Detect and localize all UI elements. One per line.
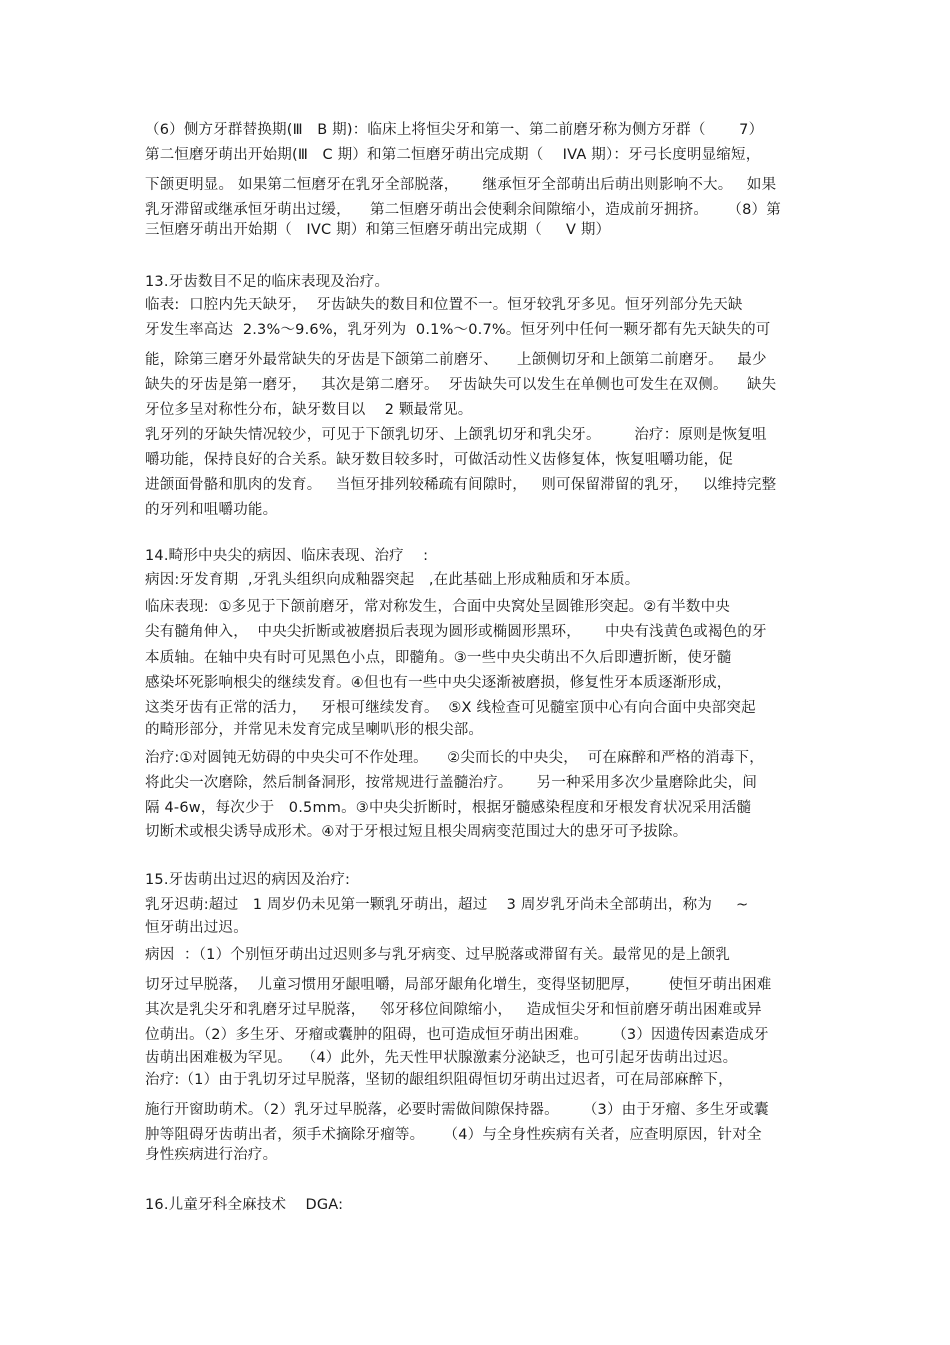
text-line: 感染坏死影响根尖的继续发育。④但也有一些中央尖逐渐被磨损，修复性牙本质逐渐形成，: [145, 675, 732, 691]
text-line: 三恒磨牙萌出开始期（ IVC 期）和第三恒磨牙萌出完成期（ V 期）: [145, 222, 611, 238]
text-line: 将此尖一次磨除，然后制备洞形，按常规进行盖髓治疗。 另一种采用多次少量磨除此尖，间: [145, 775, 758, 791]
section-heading-16: 16.儿童牙科全麻技术 DGA:: [145, 1197, 344, 1213]
text-line: 牙发生率高达 2.3%～9.6%，乳牙列为 0.1%～0.7%。恒牙列中任何一颗牙都有先天缺失的可: [145, 322, 771, 338]
text-line: 乳牙迟萌:超过 1 周岁仍未见第一颗乳牙萌出，超过 3 周岁乳牙尚未全部萌出，称为 ~: [145, 897, 749, 913]
text-line: 下颌更明显。 如果第二恒磨牙在乳牙全部脱落， 继承恒牙全部萌出后萌出则影响不大。 如果: [145, 177, 777, 193]
section-heading-14: 14.畸形中央尖的病因、临床表现、治疗 :: [145, 548, 429, 564]
text-line: 其次是乳尖牙和乳磨牙过早脱落， 邻牙移位间隙缩小， 造成恒尖牙和恒前磨牙萌出困难或异: [145, 1002, 762, 1018]
text-line: 肿等阻碍牙齿萌出者，须手术摘除牙瘤等。 （4）与全身性疾病有关者，应查明原因，针对全: [145, 1127, 762, 1143]
section-heading-15: 15.牙齿萌出过迟的病因及治疗:: [145, 872, 351, 888]
text-line: 乳牙滞留或继承恒牙萌出过缓， 第二恒磨牙萌出会使剩余间隙缩小，造成前牙拥挤。 （8）第: [145, 202, 781, 218]
text-line: 切断术或根尖诱导成形术。④对于牙根过短且根尖周病变范围过大的患牙可予拔除。: [145, 824, 688, 840]
text-line: 隔 4-6w，每次少于 0.5mm。③中央尖折断时，根据牙髓感染程度和牙根发育状况采用活髓: [145, 800, 752, 816]
text-line: 的牙列和咀嚼功能。: [145, 502, 278, 518]
text-line: 的畸形部分，并常见未发育完成呈喇叭形的根尖部。: [145, 722, 484, 738]
text-line: 尖有髓角伸入， 中央尖折断或被磨损后表现为圆形或椭圆形黑环， 中央有浅黄色或褐色的牙: [145, 624, 767, 640]
text-line: 治疗:①对圆钝无妨碍的中央尖可不作处理。 ②尖而长的中央尖， 可在麻醉和严格的消毒下，: [145, 750, 764, 766]
text-line: 身性疾病进行治疗。: [145, 1147, 278, 1163]
text-line: 临表: 口腔内先天缺牙， 牙齿缺失的数目和位置不一。恒牙较乳牙多见。恒牙列部分先天缺: [145, 297, 743, 313]
text-line: 病因 ：（1）个别恒牙萌出过迟则多与乳牙病变、过早脱落或滞留有关。最常见的是上颌乳: [145, 947, 731, 963]
text-line: 本质轴。在轴中央有时可见黑色小点，即髓角。③一些中央尖萌出不久后即遭折断，使牙髓: [145, 650, 732, 666]
text-line: 进颌面骨骼和肌肉的发育。 当恒牙排列较稀疏有间隙时， 则可保留滞留的乳牙， 以维持完整: [145, 477, 777, 493]
text-line: 位萌出。（2）多生牙、牙瘤或囊肿的阻碍，也可造成恒牙萌出困难。 （3）因遗传因素造成牙: [145, 1027, 769, 1043]
text-line: 切牙过早脱落， 儿童习惯用牙龈咀嚼，局部牙龈角化增生，变得坚韧肥厚， 使恒牙萌出困难: [145, 977, 772, 993]
text-line: 嚼功能，保持良好的合关系。缺牙数目较多时，可做活动性义齿修复体，恢复咀嚼功能，促: [145, 452, 733, 468]
text-line: 临床表现: ①多见于下颌前磨牙，常对称发生，合面中央窝处呈圆锥形突起。②有半数中央: [145, 599, 730, 615]
text-line: 缺失的牙齿是第一磨牙， 其次是第二磨牙。 牙齿缺失可以发生在单侧也可发生在双侧。 缺失: [145, 377, 777, 393]
text-line: 病因:牙发育期 ,牙乳头组织向成釉器突起 ,在此基础上形成釉质和牙本质。: [145, 572, 640, 588]
text-line: 牙位多呈对称性分布，缺牙数目以 2 颗最常见。: [145, 402, 473, 418]
text-line: （6）侧方牙群替换期(Ⅲ B 期)：临床上将恒尖牙和第一、第二前磨牙称为侧方牙群（ 7）: [145, 122, 764, 138]
text-line: 恒牙萌出过迟。: [145, 920, 248, 936]
text-line: 齿萌出困难极为罕见。 （4）此外，先天性甲状腺激素分泌缺乏，也可引起牙齿萌出过迟。: [145, 1050, 738, 1066]
text-line: 第二恒磨牙萌出开始期(Ⅲ C 期）和第二恒磨牙萌出完成期（ IVA 期）：牙弓长度明显缩短，: [145, 147, 761, 163]
text-line: 施行开窗助萌术。（2）乳牙过早脱落，必要时需做间隙保持器。 （3）由于牙瘤、多生牙或囊: [145, 1102, 769, 1118]
text-line: 这类牙齿有正常的活力， 牙根可继续发育。 ⑤X 线检查可见髓室顶中心有向合面中央部突起: [145, 700, 756, 716]
text-line: 能，除第三磨牙外最常缺失的牙齿是下颌第二前磨牙、 上颌侧切牙和上颌第二前磨牙。 最少: [145, 352, 767, 368]
text-line: 乳牙列的牙缺失情况较少，可见于下颌乳切牙、上颌乳切牙和乳尖牙。 治疗：原则是恢复咀: [145, 427, 767, 443]
text-line: 治疗:（1）由于乳切牙过早脱落，坚韧的龈组织阻碍恒切牙萌出过迟者，可在局部麻醉下，: [145, 1072, 733, 1088]
section-heading-13: 13.牙齿数目不足的临床表现及治疗。: [145, 274, 390, 290]
